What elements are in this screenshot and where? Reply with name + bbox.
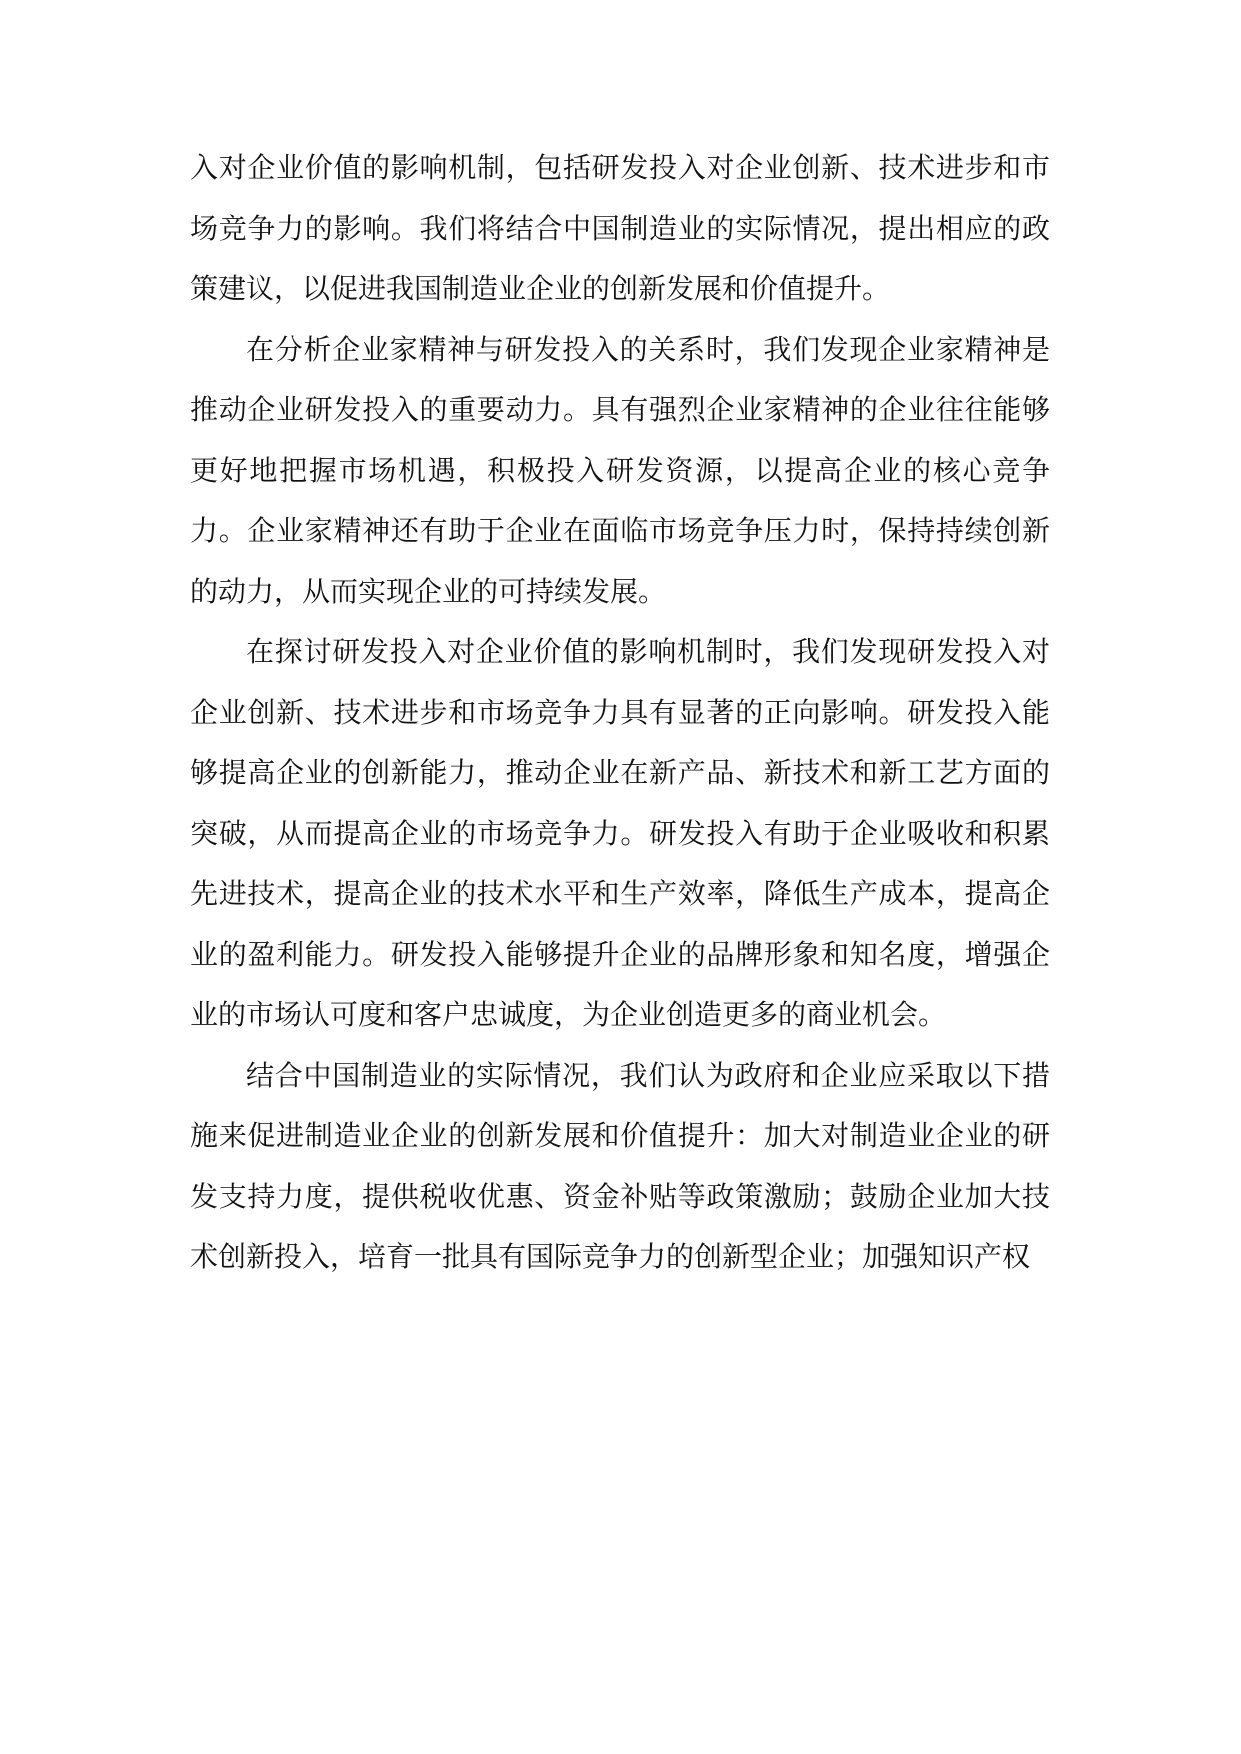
paragraph-rd-mechanism: 在探讨研发投入对企业价值的影响机制时，我们发现研发投入对企业创新、技术进步和市场竞争力具有显著的正向影响。研发投入能够提高企业的创新能力，推动企业在新产品、新技术和新工艺方面的突破，从而提高企业的市场竞争力。研发投入有助于企业吸收和积累先进技术，提高企业的技术水平和生产效率，降低生产成本，提高企业的盈利能力。研发投入能够提升企业的品牌形象和知名度，增强企业的市场认可度和客户忠诚度，为企业创造更多的商业机会。 bbox=[190, 635, 1050, 1031]
paragraph-policy-measures: 结合中国制造业的实际情况，我们认为政府和企业应采取以下措施来促进制造业企业的创新发展和价值提升：加大对制造业企业的研发支持力度，提供税收优惠、资金补贴等政策激励；鼓励企业加大技术创新投入，培育一批具有国际竞争力的创新型企业；加强知识产权 bbox=[190, 1058, 1050, 1273]
body-text bbox=[190, 138, 1050, 1288]
paragraph-continued: 入对企业价值的影响机制，包括研发投入对企业创新、技术进步和市场竞争力的影响。我们将结合中国制造业的实际情况，提出相应的政策建议，以促进我国制造业企业的创新发展和价值提升。 bbox=[190, 151, 1050, 305]
paragraph-entrepreneurship: 在分析企业家精神与研发投入的关系时，我们发现企业家精神是推动企业研发投入的重要动力。具有强烈企业家精神的企业往往能够更好地把握市场机遇，积极投入研发资源，以提高企业的核心竞争力。企业家精神还有助于企业在面临市场竞争压力时，保持持续创新的动力，从而实现企业的可持续发展。 bbox=[190, 332, 1050, 608]
